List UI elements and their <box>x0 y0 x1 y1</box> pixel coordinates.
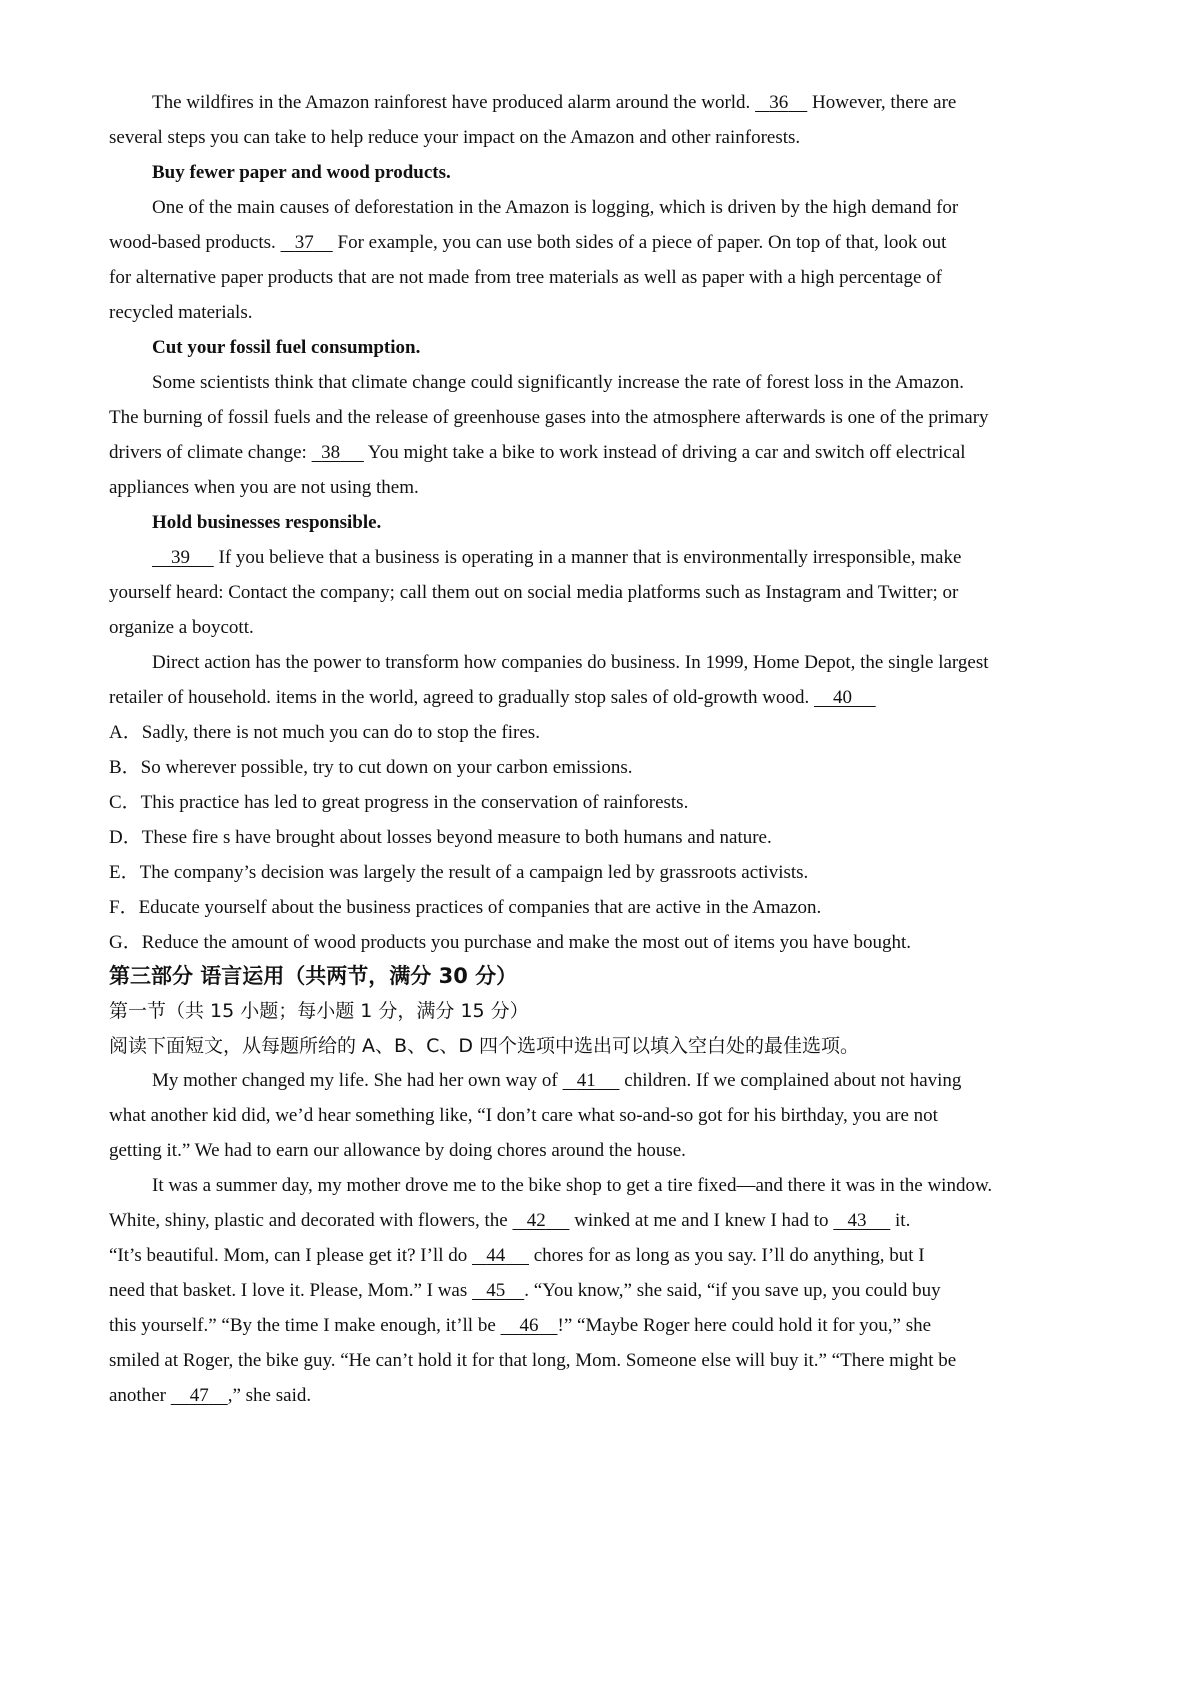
blank-47: 47 <box>189 1385 209 1406</box>
blank-36: 36 <box>769 92 789 113</box>
paragraph-line: It was a summer day, my mother drove me to the bike shop to get a tire fixed—and there it was in the window. <box>152 1175 993 1196</box>
paragraph-line: for alternative paper products that are not made from tree materials as well as paper with a high percentage of <box>109 267 943 288</box>
paragraph-line: this yourself.” “By the time I make enough, it’ll be 46 !” “Maybe Roger here could hold it for you,” she <box>109 1315 932 1336</box>
paragraph-line: drivers of climate change: 38 You might take a bike to work instead of driving a car and switch off electrical <box>109 442 966 463</box>
option-g: G．Reduce the amount of wood products you purchase and make the most out of items you have bought. <box>109 932 912 953</box>
paragraph-line: retailer of household. items in the world, agreed to gradually stop sales of old-growth wood. 40 <box>109 686 1109 710</box>
text: The wildfires in the Amazon rainforest have produced alarm around the world. <box>152 92 751 113</box>
section-heading: Cut your fossil fuel consumption. <box>152 337 421 358</box>
paragraph-line: what another kid did, we’d hear something like, “I don’t care what so-and-so got for his birthday, you are not <box>109 1105 938 1126</box>
option-e: E．The company’s decision was largely the result of a campaign led by grassroots activists. <box>109 862 809 883</box>
section-subtitle: 第一节（共 15 小题；每小题 1 分，满分 15 分） <box>109 1000 529 1022</box>
blank-41: 41 <box>576 1070 596 1091</box>
option-c: C．This practice has led to great progress in the conservation of rainforests. <box>109 792 689 813</box>
option-b: B．So wherever possible, try to cut down on your carbon emissions. <box>109 757 633 778</box>
section-heading: Buy fewer paper and wood products. <box>152 162 451 183</box>
blank-42: 42 <box>526 1210 546 1231</box>
text: However, there are <box>812 92 957 113</box>
paragraph-line: organize a boycott. <box>109 617 254 638</box>
paragraph-line: recycled materials. <box>109 302 253 323</box>
paragraph-line: Some scientists think that climate change could significantly increase the rate of forest loss in the Amazon. <box>152 372 965 393</box>
blank-43: 43 <box>847 1210 867 1231</box>
paragraph-line: The burning of fossil fuels and the release of greenhouse gases into the atmosphere afterwards is one of the primary <box>109 407 989 428</box>
paragraph-line: several steps you can take to help reduce your impact on the Amazon and other rainforests. <box>109 127 801 148</box>
option-a: A．Sadly, there is not much you can do to stop the fires. <box>109 722 540 743</box>
paragraph-line: need that basket. I love it. Please, Mom.” I was 45 . “You know,” she said, “if you save up, you could buy <box>109 1280 941 1301</box>
blank-44: 44 <box>486 1245 506 1266</box>
paragraph-line: Direct action has the power to transform how companies do business. In 1999, Home Depot, the single largest <box>152 652 989 673</box>
paragraph-line: appliances when you are not using them. <box>109 477 419 498</box>
option-d: D．These fire s have brought about losses beyond measure to both humans and nature. <box>109 827 772 848</box>
paragraph-line: another 47 ,” she said. <box>109 1385 312 1406</box>
paragraph-line: “It’s beautiful. Mom, can I please get it? I’ll do 44 chores for as long as you say. I’ll do anything, but I <box>109 1245 925 1266</box>
blank-45: 45 <box>486 1280 506 1301</box>
section-instruction: 阅读下面短文，从每题所给的 A、B、C、D 四个选项中选出可以填入空白处的最佳选项。 <box>109 1035 860 1057</box>
blank-46: 46 <box>519 1315 539 1336</box>
paragraph-line: smiled at Roger, the bike guy. “He can’t hold it for that long, Mom. Someone else will buy it.” “There might be <box>109 1350 957 1371</box>
paragraph-line: One of the main causes of deforestation in the Amazon is logging, which is driven by the high demand for <box>152 197 959 218</box>
section-title: 第三部分 语言运用（共两节，满分 30 分） <box>109 964 518 988</box>
paragraph-line: wood-based products. 37 For example, you can use both sides of a piece of paper. On top of that, look out <box>109 232 947 253</box>
paragraph-line: 39 If you believe that a business is operating in a manner that is environmentally irresponsible, make <box>152 546 1112 570</box>
blank-38: 38 <box>321 442 341 463</box>
section-heading: Hold businesses responsible. <box>152 512 382 533</box>
paragraph-line: yourself heard: Contact the company; call them out on social media platforms such as Instagram and Twitter; or <box>109 582 959 603</box>
blank-37: 37 <box>294 232 314 253</box>
paragraph-line <box>152 91 1112 115</box>
paragraph-line: My mother changed my life. She had her own way of 41 children. If we complained about not having <box>152 1070 962 1091</box>
blank-40: 40 <box>832 687 852 708</box>
blank-39: 39 <box>171 547 190 568</box>
option-f: F．Educate yourself about the business practices of companies that are active in the Amazon. <box>109 897 822 918</box>
paragraph-line: getting it.” We had to earn our allowance by doing chores around the house. <box>109 1140 686 1161</box>
paragraph-line: White, shiny, plastic and decorated with flowers, the 42 winked at me and I knew I had to 43 it. <box>109 1210 911 1231</box>
